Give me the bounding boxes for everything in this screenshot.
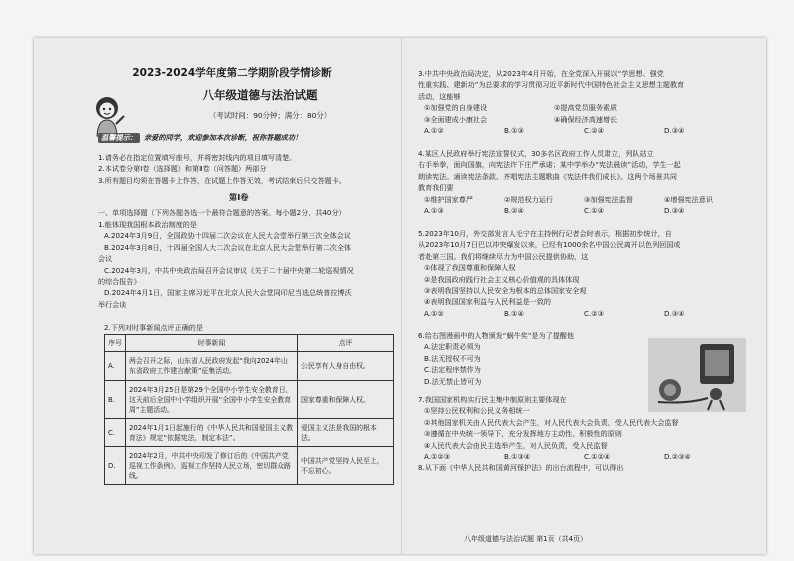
table-cell: 2024年1月1日起施行的《中华人民共和国爱国主义教育法》规定“依据宪法，制定本法”。 [126, 419, 298, 447]
q6-option: C.法定程序禁作为 [424, 365, 481, 375]
q4-stem: 教育我们要 [418, 183, 454, 193]
q4-stem: 右手举拳，面向国旗，向宪法许下庄严承诺；某中学举办“宪法晨读”活动，学生一起 [418, 160, 681, 170]
q6-option: A.法定职责必须为 [424, 342, 481, 352]
note-1: 1.请务必在指定位置填写座号，并将密封线内的项目填写清楚。 [98, 153, 297, 162]
tip-badge: 温馨提示： [98, 133, 140, 143]
table-cell: A. [105, 352, 126, 381]
q7-choice: A.①②③ [424, 452, 451, 462]
page-fold-line [401, 38, 402, 554]
q4-choice: B.②④ [504, 206, 524, 216]
q6-option: D.法无禁止皆可为 [424, 376, 482, 386]
q3-item: ③全面建成小康社会 [424, 114, 488, 124]
q7-item: ②其他国家机关由人民代表大会产生，对人民代表大会负责，受人民代表大会监督 [424, 417, 679, 427]
q3-item: ②提高党员服务素质 [554, 103, 618, 113]
tip-banner [98, 133, 302, 143]
question-1 [98, 219, 394, 310]
q7-choice: D.②③④ [664, 452, 691, 462]
q5-choice: A.①② [424, 308, 444, 318]
table-row [105, 419, 394, 447]
question-3 [418, 68, 684, 136]
q5-choice: D.③④ [664, 308, 685, 318]
table-header-row [105, 335, 394, 352]
q5-item: ④表明我国国家利益与人民利益是一致的 [424, 297, 551, 307]
exam-title: 2023-2024学年度第二学期阶段学情诊断 [132, 67, 332, 79]
q5-stem: 从2023年10月7日巴以冲突爆发以来，已经有1000余名中国公民离开以色列回国或 [418, 240, 681, 250]
q5-stem: 5.2023年10月，外交部发言人毛宁在主持例行记者会时表示，根据初步统计，自 [418, 229, 672, 238]
table-cell: 2024年3月25日是第29个全国中小学生安全教育日，这天前后全国中小学组织开展“全国中小学生安全教育周”主题活动。 [126, 381, 298, 419]
q4-choice: D.③④ [664, 206, 685, 216]
q3-stem: 活动，这能够 [418, 91, 461, 101]
q4-item: ②规范权力运行 [504, 194, 553, 204]
q5-choice: B.①④ [504, 308, 524, 318]
q3-item: ①加强党的自身建设 [424, 103, 488, 113]
q4-stem: 4.某区人民政府举行宪法宣誓仪式，30多名区政府工作人员肃立，列队站立 [418, 149, 654, 158]
table-header: 时事新闻 [126, 335, 298, 352]
note-3: 3.所有题目均须在答题卡上作答，在试题上作答无效，考试结束后只交答题卡。 [98, 175, 346, 185]
q1-option-c-cont: 的综合报告》 [98, 277, 141, 287]
table-cell: 两会召开之际，山东省人民政府发起“我向2024年山东省政府工作建言献策”征集活动。 [126, 352, 298, 381]
q7-item: ④人民代表大会由民主选举产生，对人民负责，受人民监督 [424, 440, 608, 450]
table-header: 点评 [298, 335, 394, 352]
q7-choice: C.①②④ [584, 452, 611, 462]
q4-item: ③加强宪法监督 [584, 194, 633, 204]
section-instructions: 一、单项选择题（下列各题各选一个最符合题意的答案。每小题2分，共40分） [98, 208, 346, 217]
table-cell: C. [105, 419, 126, 447]
news-table [104, 334, 394, 485]
table-cell: 爱国主义法是我国的根本法。 [298, 419, 394, 447]
q8-stem: 8.从下面《中华人民共和国黄河保护法》的出台流程中，可以得出 [418, 463, 624, 473]
table-cell: 国家尊重和保障人权。 [298, 381, 394, 419]
q5-item: ③表明我国坚持以人民安全为根本的总体国家安全观 [424, 286, 587, 296]
q5-stem: 者赴第三国。我们将继续尽力为中国公民提供协助，这 [418, 251, 589, 261]
note-2: 2.本试卷分第Ⅰ卷（选择题）和第Ⅱ卷（问答题）两部分 [98, 164, 267, 174]
question-4 [418, 148, 713, 216]
q7-item: ①坚持公民权利和公民义务相统一 [424, 406, 530, 416]
table-header: 序号 [105, 335, 126, 352]
table-cell: D. [105, 447, 126, 485]
notes-block [98, 152, 346, 186]
q1-stem: 1.能体现我国根本政治制度的是 [98, 220, 197, 229]
q4-item: ①维护国家尊严 [424, 194, 473, 204]
q4-item: ④增强宪法意识 [664, 194, 713, 204]
question-5 [418, 228, 684, 319]
q3-stem: 性重实践、建新功”为总要求的学习贯彻习近平新时代中国特色社会主义思想主题教育 [418, 80, 685, 90]
table-row [105, 381, 394, 419]
q4-choice: C.①④ [584, 206, 604, 216]
q6-option: B.法无授权不可为 [424, 353, 481, 363]
page-footer: 八年级道德与法治试题 第1页（共4页） [464, 535, 588, 543]
question-6 [418, 330, 574, 387]
exam-subtitle: 八年级道德与法治试题 [202, 88, 318, 102]
table-row [105, 352, 394, 381]
q4-choice: A.①③ [424, 206, 444, 216]
q7-choice: B.①③④ [504, 452, 531, 462]
q7-stem: 7.我国国家机构实行民主集中制原则主要体现在 [418, 395, 567, 404]
q1-option-b: B.2024年3月8日，十四届全国人大二次会议在北京人民大会堂举行第二次全体 [104, 242, 352, 252]
q1-option-c: C.2024年3月，中共中央政治局召开会议审议《关于二十届中央第二轮巡视情况 [104, 265, 354, 275]
q1-option-a: A.2024年3月9日，全国政协十四届二次会议在人民大会堂举行第三次全体会议 [104, 231, 351, 241]
q5-item: ②是我国政府践行社会主义核心价值观的具体体现 [424, 274, 580, 284]
q1-option-d-cont: 举行会谈 [98, 299, 127, 309]
q3-stem: 3.中共中央政治局决定，从2023年4月开始，在全党深入开展以“学思想、强党 [418, 69, 664, 78]
question-7 [418, 394, 691, 474]
q5-choice: C.②③ [584, 308, 604, 318]
q2-stem: 2.下列对时事新闻点评正确的是 [104, 323, 203, 332]
table-cell: 公民享有人身自由权。 [298, 352, 394, 381]
q7-item: ③遵循在中央统一领导下，充分发挥地方主动性、积极性的原则 [424, 429, 622, 439]
table-cell: 中国共产党坚持人民至上，不忘初心。 [298, 447, 394, 485]
table-cell: 2024年2月，中共中央印发了修订后的《中国共产党巡视工作条例》，巡视工作坚持人民立场，密切群众路线。 [126, 447, 298, 485]
table-cell: B. [105, 381, 126, 419]
q6-stem: 6.给右图漫画中的人物颁发“蜗牛奖”是为了提醒他 [418, 331, 574, 340]
tip-text: 亲爱的同学，欢迎参加本次诊断，祝你答题成功！ [143, 133, 303, 142]
q4-stem: 朗读宪法。诵读宪法条款、齐唱宪法主题歌曲《宪法伴我们成长》。这两个场景共同 [418, 171, 677, 181]
section-heading: 第Ⅰ卷 [229, 192, 249, 202]
q1-option-d: D.2024年4月1日，国家主席习近平在北京人民大会堂同印尼当选总统普拉博沃 [104, 288, 352, 298]
q3-choice: A.①② [424, 126, 444, 136]
table-row [105, 447, 394, 485]
q3-choice: B.①③ [504, 126, 524, 136]
exam-info: （考试时间：90分钟；满分：80分） [208, 111, 332, 120]
cartoon-girl-icon [84, 92, 130, 138]
q5-item: ①体现了我国尊重和保障人权 [424, 263, 516, 273]
q3-choice: D.③④ [664, 126, 685, 136]
q1-option-b-cont: 会议 [98, 254, 113, 264]
q3-item: ④确保经济高速增长 [554, 114, 618, 124]
q3-choice: C.②④ [584, 126, 604, 136]
